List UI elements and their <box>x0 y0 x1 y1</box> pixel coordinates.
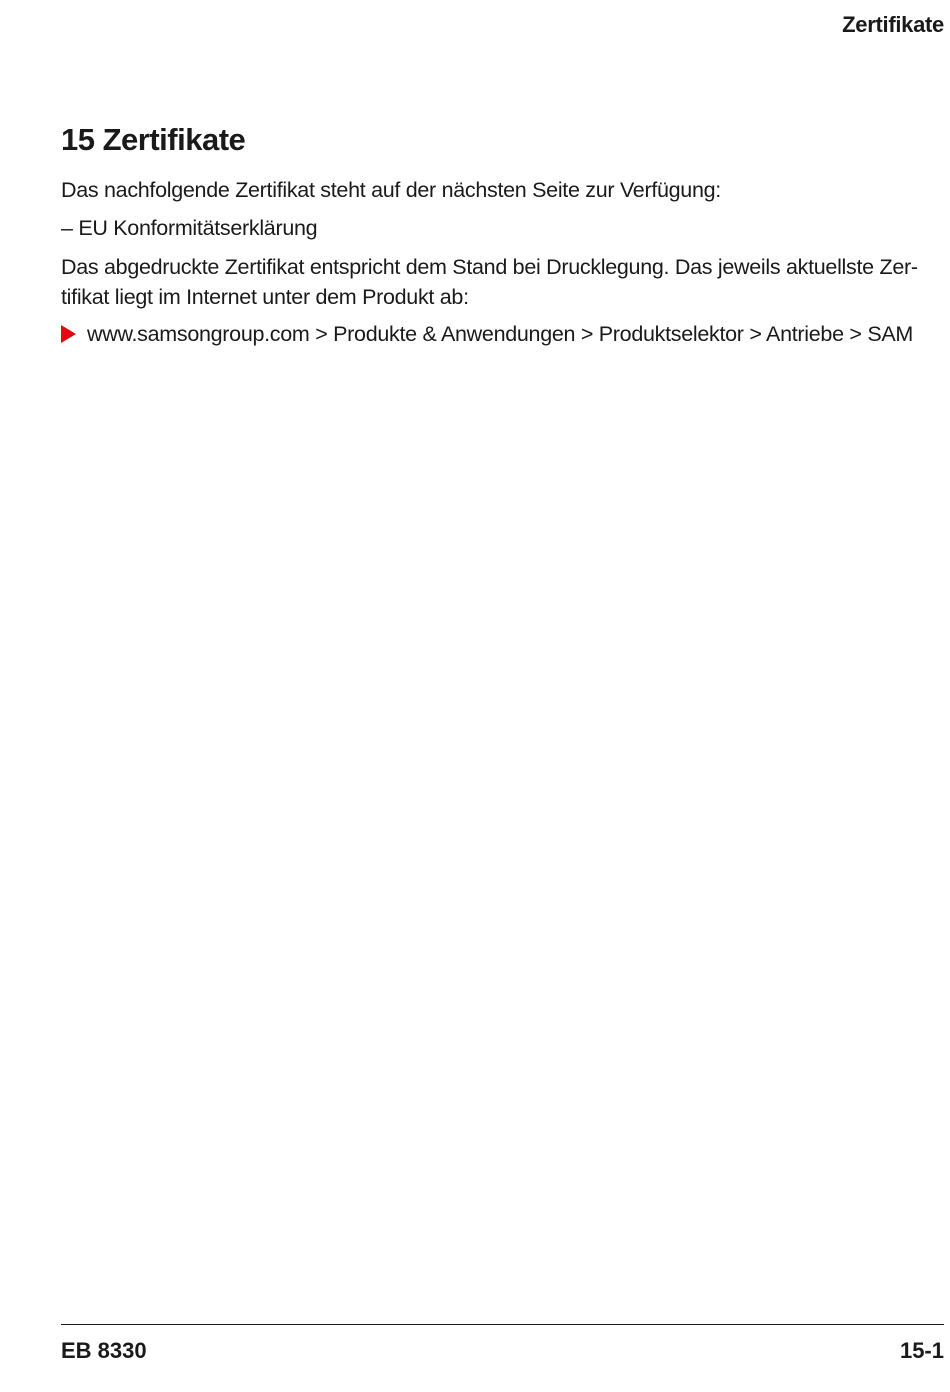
intro-paragraph: Das nachfolgende Zertifikat steht auf der nächsten Seite zur Verfügung: <box>61 178 721 202</box>
page-number: 15-1 <box>899 1338 944 1363</box>
website-link-row[interactable] <box>61 319 946 349</box>
running-header-title: Zertifikate <box>842 12 944 37</box>
note-paragraph <box>61 252 918 312</box>
section-title: 15 Zertifikate <box>61 122 246 157</box>
certificate-list-item: – EU Konformitätserklärung <box>61 216 318 240</box>
note-line-1: Das abgedruckte Zertifikat entspricht dem Stand bei Drucklegung. Das jeweils aktuellste Zer- <box>61 255 918 279</box>
website-link[interactable]: www.samsongroup.com > Produkte & Anwendungen > Produktselektor > Antriebe > SAM <box>87 322 914 346</box>
document-id: EB 8330 <box>61 1338 147 1363</box>
note-line-2: tifikat liegt im Internet unter dem Produkt ab: <box>61 285 469 309</box>
red-triangle-arrow-icon <box>61 325 76 343</box>
footer-divider <box>61 1324 944 1325</box>
